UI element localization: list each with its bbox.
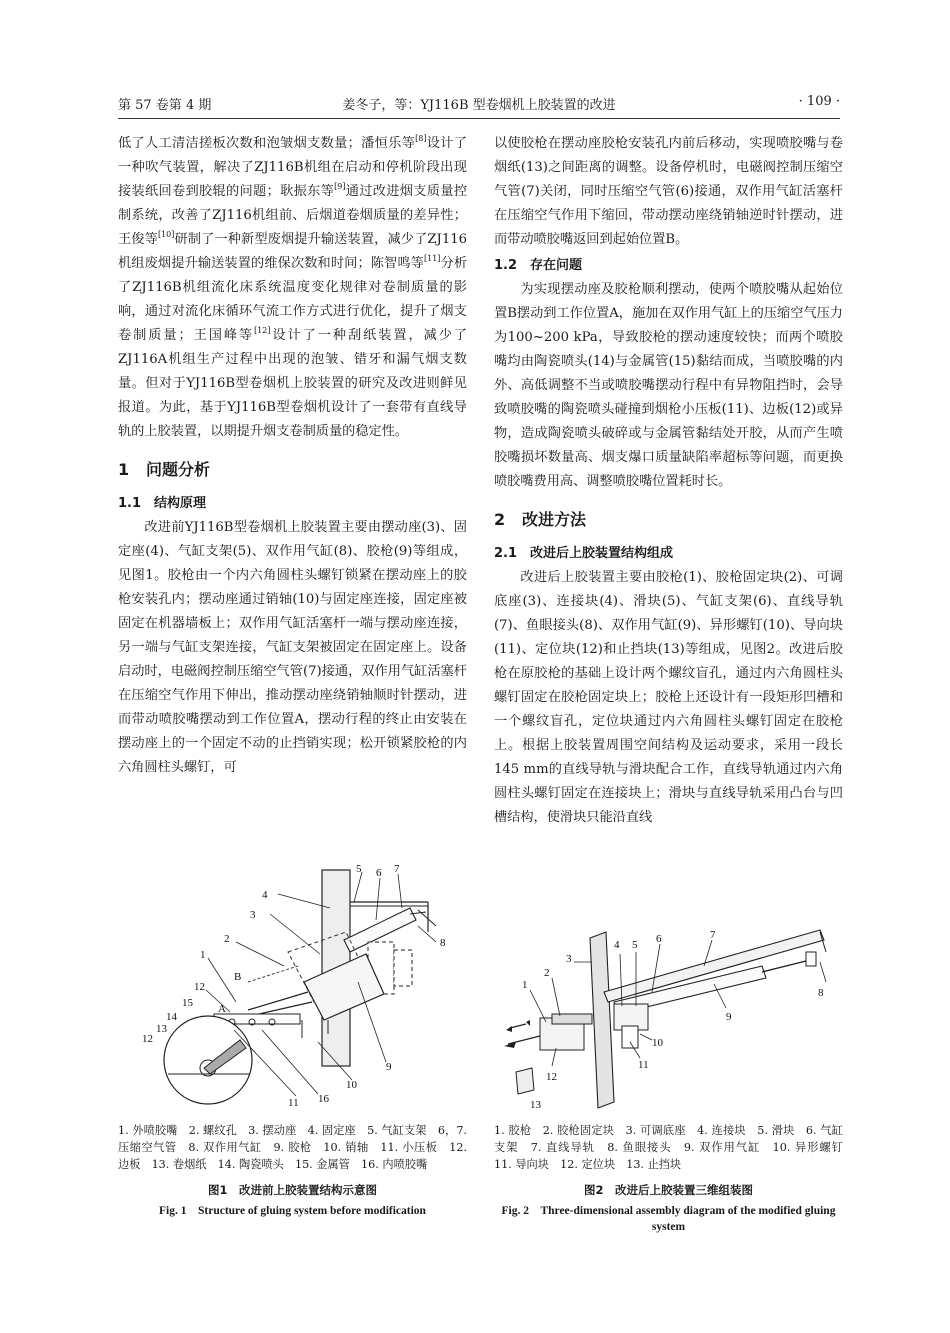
fig1-label-9: 9 xyxy=(386,1061,392,1073)
figure-2-caption-cn: 图2 改进后上胶装置三维组装图 xyxy=(584,1183,753,1197)
adjustable-base-shape xyxy=(590,932,614,1108)
page-number: · 109 · xyxy=(798,94,840,109)
fig1-label-6: 6 xyxy=(376,867,382,879)
fig1-label-2: 2 xyxy=(224,933,230,945)
journal-volume: 第 57 卷第 4 期 xyxy=(118,98,212,113)
right-column xyxy=(494,132,843,830)
left-column xyxy=(118,132,467,780)
figure-1-caption-en: Fig. 1 Structure of gluing system before modification xyxy=(159,1205,426,1217)
fig2-label-6: 6 xyxy=(656,933,662,945)
fig2-label-5: 5 xyxy=(632,939,638,951)
section-heading-1: 1 问题分析 xyxy=(118,460,211,479)
figure-2-legend: 1. 胶枪 2. 胶枪固定块 3. 可调底座 4. 连接块 5. 滑块 6. 气缸支架 7. 直线导轨 8. 鱼眼接头 9. 双作用气缸 10. 异形螺钉 11. 导向块 12. 定位块 13. 止挡块 xyxy=(494,1124,855,1171)
paragraph-structure-principle: 改进前YJ116B型卷烟机上胶装置主要由摆动座(3)、固定座(4)、气缸支架(5)、双作用气缸(8)、胶枪(9)等组成，见图1。胶枪由一个内六角圆柱头螺钉锁紧在摆动座上的胶枪安装孔内；摆动座通过销轴(10)与固定座连接，固定座被固定在机器墙板上；双作用气缸活塞杆一端与摆动座连接，另一端与气缸支架连接，气缸支架被固定在固定座上。设备启动时，电磁阀控制压缩空气管(7)接通，双作用气缸活塞杆在压缩空气作用下伸出，推动摆动座绕销轴顺时针摆动，进而带动喷胶嘴摆动到工作位置A，摆动行程的终止由安装在摆动座上的一个固定不动的止挡销实现；松开锁紧胶枪的内六角圆柱头螺钉，可 xyxy=(118,520,467,775)
fig2-label-2: 2 xyxy=(544,967,550,979)
fig2-label-9: 9 xyxy=(726,1011,732,1023)
fig1-label-10: 10 xyxy=(346,1079,357,1091)
figure-1-legend: 1. 外喷胶嘴 2. 螺纹孔 3. 摆动座 4. 固定座 5. 气缸支架 6，7. 压缩空气管 8. 双作用气缸 9. 胶枪 10. 销轴 11. 小压板 12. 边板 13. 卷烟纸 14. 陶瓷喷头 15. 金属管 16. 内喷胶嘴 xyxy=(118,1124,467,1171)
subsection-heading-1-2: 1.2 存在问题 xyxy=(494,258,583,273)
fig2-label-1: 1 xyxy=(522,979,528,991)
fig1-label-4: 4 xyxy=(262,889,268,901)
figure-2-diagram xyxy=(494,922,843,1112)
fig2-label-4: 4 xyxy=(614,939,620,951)
subsection-heading-2-1: 2.1 改进后上胶装置结构组成 xyxy=(494,546,674,561)
figure-2 xyxy=(494,922,855,1235)
subsection-heading-1-1: 1.1 结构原理 xyxy=(118,496,207,511)
fig1-label-11: 11 xyxy=(288,1097,299,1109)
fig1-label-15: 15 xyxy=(182,997,193,1009)
fig2-label-13: 13 xyxy=(530,1099,541,1111)
paragraph-existing-problems: 为实现摆动座及胶枪顺利摆动，使两个喷胶嘴从起始位置B摆动到工作位置A，施加在双作用气缸上的压缩空气压力为100~200 kPa，导致胶枪的摆动速度较快；而两个喷胶嘴均由陶瓷喷头(14)与金属管(15)黏结而成，当喷胶嘴的内外、高低调整不当或喷胶嘴摆动行程中有异物阻挡时，会导致喷胶嘴的陶瓷喷头碰撞到烟枪小压板(11)、边板(12)或异物，造成陶瓷喷头破碎或与金属管黏结处开胶，从而产生喷胶嘴损坏数量高、烟支爆口质量缺陷率超标等问题，而更换喷胶嘴费用高、调整喷胶嘴位置耗时长。 xyxy=(494,282,843,489)
fig2-label-11: 11 xyxy=(638,1059,649,1071)
fig1-label-B: B xyxy=(234,971,242,983)
section-heading-2: 2 改进方法 xyxy=(494,510,587,529)
fig1-label-16: 16 xyxy=(318,1093,329,1105)
figure-1-caption-cn: 图1 改进前上胶装置结构示意图 xyxy=(208,1183,377,1197)
fig2-label-3: 3 xyxy=(566,953,572,965)
figure-1-diagram xyxy=(118,862,467,1112)
figure-2-caption-en: Fig. 2 Three-dimensional assembly diagram of the modified gluing system xyxy=(501,1205,836,1233)
figure-1 xyxy=(118,862,467,1219)
fig2-label-10: 10 xyxy=(652,1037,663,1049)
running-title: 姜冬子，等：YJ116B 型卷烟机上胶装置的改进 xyxy=(342,98,616,113)
fig1-label-3: 3 xyxy=(250,909,256,921)
fig1-label-5: 5 xyxy=(356,863,362,875)
paragraph-intro: 低了人工清洁搓板次数和泡皱烟支数量；潘恒乐等[8]设计了一种吹气装置，解决了ZJ116B机组在启动和停机阶段出现接装纸回卷到胶辊的问题；耿振东等[9]通过改进烟支质量控制系统，改善了ZJ116机组前、后烟道卷烟质量的差异性；王俊等[10]研制了一种新型废烟提升输送装置，减少了ZJ116机组废烟提升输送装置的维保次数和时间；陈智鸣等[11]分析了ZJ116B机组流化床系统温度变化规律对卷制质量的影响，通过对流化床循环气流工作方式进行优化，提升了烟支卷制质量；王国峰等[12]设计了一种刮纸装置，减少了ZJ116A机组生产过程中出现的泡皱、错牙和漏气烟支数量。但对于YJ116B型卷烟机上胶装置的研究及改进则鲜见报道。为此，基于YJ116B型卷烟机设计了一套带有直线导轨的上胶装置，以期提升烟支卷制质量的稳定性。 xyxy=(118,134,468,439)
fig1-label-12: 12 xyxy=(194,981,205,993)
fig1-label-A: A xyxy=(218,1003,226,1015)
paragraph-improved-structure: 改进后上胶装置主要由胶枪(1)、胶枪固定块(2)、可调底座(3)、连接块(4)、滑块(5)、气缸支架(6)、直线导轨(7)、鱼眼接头(8)、双作用气缸(9)、异形螺钉(10)、导向块(11)、定位块(12)和止挡块(13)等组成，见图2。改进后胶枪在原胶枪的基础上设计两个螺纹盲孔，通过内六角圆柱头螺钉固定在胶枪固定块上；胶枪上还设计有一段矩形凹槽和一个螺纹盲孔，定位块通过内六角圆柱头螺钉固定在胶枪上。根据上胶装置周围空间结构及运动要求，采用一段长145 mm的直线导轨与滑块配合工作，直线导轨通过内六角圆柱头螺钉固定在连接块上；滑块与直线导轨采用凸台与凹槽结构，使滑块只能沿直线 xyxy=(494,570,843,825)
paragraph-continued: 以使胶枪在摆动座胶枪安装孔内前后移动，实现喷胶嘴与卷烟纸(13)之间距离的调整。设备停机时，电磁阀控制压缩空气管(7)关闭，同时压缩空气管(6)接通，双作用气缸活塞杆在压缩空气作用下缩回，带动摆动座绕销轴逆时针摆动，进而带动喷胶嘴返回到起始位置B。 xyxy=(494,136,843,247)
fig1-label-13: 13 xyxy=(156,1023,167,1035)
fig1-label-12b: 12 xyxy=(142,1033,153,1045)
fig2-label-12: 12 xyxy=(546,1071,557,1083)
fig1-label-14: 14 xyxy=(166,1011,177,1023)
fig2-label-7: 7 xyxy=(710,929,716,941)
fig2-label-8: 8 xyxy=(818,987,824,999)
fig1-label-1: 1 xyxy=(200,949,206,961)
fig1-label-8: 8 xyxy=(440,937,446,949)
running-header xyxy=(118,92,840,119)
fig1-label-7: 7 xyxy=(394,863,400,875)
